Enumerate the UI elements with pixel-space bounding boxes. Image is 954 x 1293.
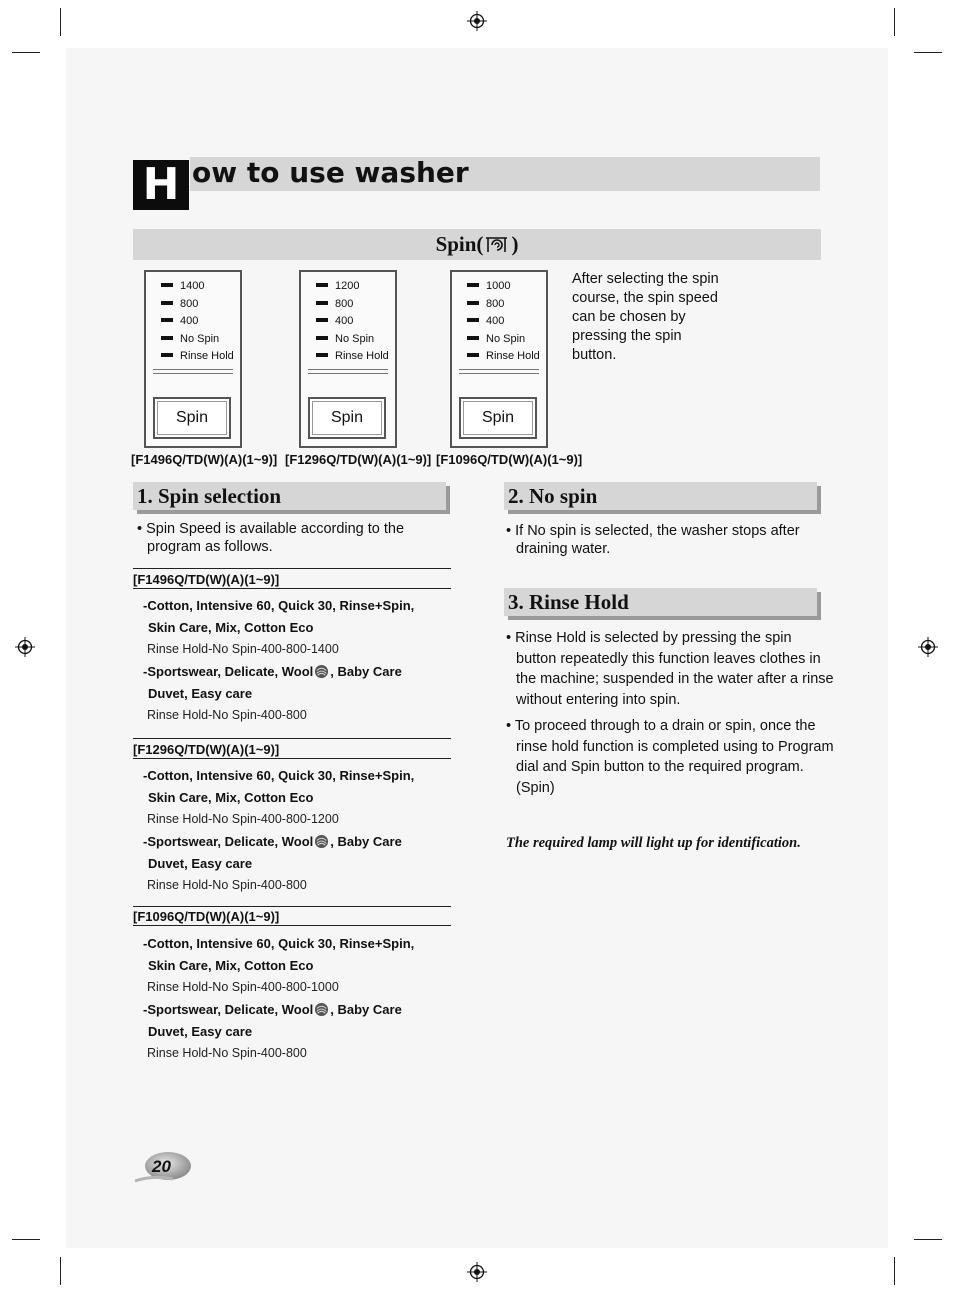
lamp-icon [316,283,328,287]
registration-mark-icon [15,637,35,657]
lamp-icon [316,301,328,305]
program-list-part: , Baby Care [330,834,402,849]
lamp-icon [161,318,173,322]
crop-mark [894,8,895,36]
wool-icon [314,1002,329,1017]
model-heading: [F1296Q/TD(W)(A)(1~9)] [133,741,451,759]
spin-level: 800 [316,296,389,314]
spin-selection-bullet: • Spin Speed is available according to the program as follows. [137,521,405,555]
program-list [143,834,402,850]
page-title: ow to use washer [192,156,469,189]
spin-banner [133,229,821,260]
wool-icon [314,834,329,849]
spin-level: Rinse Hold [316,348,389,366]
spin-level: 1000 [467,278,540,296]
model-heading: [F1496Q/TD(W)(A)(1~9)] [133,571,451,589]
spin-panel-1296 [299,270,397,448]
speed-sequence: Rinse Hold-No Spin-400-800-1200 [147,812,339,826]
program-list: -Cotton, Intensive 60, Quick 30, Rinse+Spin, [143,936,415,951]
spin-banner-label: Spin( [435,232,484,256]
crop-mark [914,1239,942,1240]
program-list: Skin Care, Mix, Cotton Eco [148,620,314,635]
speed-sequence: Rinse Hold-No Spin-400-800 [147,878,307,892]
speed-sequence: Rinse Hold-No Spin-400-800-1000 [147,980,339,994]
lamp-icon [467,353,479,357]
lamp-icon [316,353,328,357]
panel-divider [153,369,233,374]
spin-level: 1200 [316,278,389,296]
program-list: Duvet, Easy care [148,1024,253,1039]
rule-line [133,568,451,569]
no-spin-bullet: • If No spin is selected, the washer stops after draining water. [506,523,800,557]
rinse-hold-bullet-text: • To proceed through to a drain or spin, once the rinse hold function is completed using to Program dial and Spin button to the required program. [506,718,834,775]
spin-level: No Spin [316,331,389,349]
model-caption: [F1496Q/TD(W)(A)(1~9)] [131,452,278,467]
lamp-icon [467,301,479,305]
program-list: Skin Care, Mix, Cotton Eco [148,958,314,973]
rinse-hold-bullet [506,716,834,798]
crop-mark [12,52,40,53]
registration-mark-icon [918,637,938,657]
speed-sequence: Rinse Hold-No Spin-400-800 [147,708,307,722]
program-list-part: -Sportswear, Delicate, Wool [143,1002,314,1017]
program-list-part: , Baby Care [330,1002,402,1017]
spin-level: No Spin [467,331,540,349]
crop-mark [914,52,942,53]
lamp-icon [467,336,479,340]
spin-level: 400 [161,313,234,331]
spin-panel-1096 [450,270,548,448]
spin-button[interactable]: Spin [459,397,537,439]
lamp-icon [316,336,328,340]
crop-mark [60,8,61,36]
spin-level: 800 [161,296,234,314]
program-list-part: -Sportswear, Delicate, Wool [143,664,314,679]
spin-panel-1496 [144,270,242,448]
spin-level: Rinse Hold [467,348,540,366]
program-list-part: -Sportswear, Delicate, Wool [143,834,314,849]
speed-sequence: Rinse Hold-No Spin-400-800-1400 [147,642,339,656]
crop-mark [12,1239,40,1240]
spin-level: 1400 [161,278,234,296]
section-heading-rinse-hold: 3. Rinse Hold [504,588,817,616]
rule-line [133,906,451,907]
spin-intro-text: After selecting the spin course, the spin speed can be chosen by pressing the spin button. [572,271,719,363]
spin-banner-close: ) [511,232,519,256]
registration-mark-icon [467,1262,487,1282]
spin-level: No Spin [161,331,234,349]
lamp-icon [161,336,173,340]
program-list: Duvet, Easy care [148,856,253,871]
spin-button[interactable]: Spin [153,397,231,439]
crop-mark [60,1257,61,1285]
model-heading: [F1096Q/TD(W)(A)(1~9)] [133,908,451,926]
registration-mark-icon [467,11,487,31]
rinse-hold-bullet-extra: (Spin) [516,779,555,796]
crop-mark [894,1257,895,1285]
lamp-icon [467,283,479,287]
rinse-hold-bullet: • Rinse Hold is selected by pressing the spin button repeatedly this function leaves clothes in the machine; suspended in the water after a rinse without entering into spin. [506,630,834,708]
program-list [143,664,402,680]
spin-level: 400 [316,313,389,331]
lamp-icon [467,318,479,322]
section-heading-no-spin: 2. No spin [504,482,817,510]
program-list: Skin Care, Mix, Cotton Eco [148,790,314,805]
spin-level: 800 [467,296,540,314]
spin-button[interactable]: Spin [308,397,386,439]
wool-icon [314,664,329,679]
lamp-icon [316,318,328,322]
page-number: 20 [152,1157,171,1176]
speed-sequence: Rinse Hold-No Spin-400-800 [147,1046,307,1060]
program-list [143,1002,402,1018]
spin-level: 400 [467,313,540,331]
lamp-icon [161,283,173,287]
title-initial: H [133,160,189,210]
program-list: Duvet, Easy care [148,686,253,701]
rule-line [133,738,451,739]
spin-level: Rinse Hold [161,348,234,366]
program-list: -Cotton, Intensive 60, Quick 30, Rinse+Spin, [143,768,415,783]
program-list-part: , Baby Care [330,664,402,679]
spin-icon [483,235,511,255]
lamp-icon [161,301,173,305]
lamp-icon [161,353,173,357]
model-caption: [F1096Q/TD(W)(A)(1~9)] [436,452,583,467]
lamp-note: The required lamp will light up for identification. [506,835,801,851]
section-heading-spin-selection: 1. Spin selection [133,482,446,510]
program-list: -Cotton, Intensive 60, Quick 30, Rinse+Spin, [143,598,415,613]
panel-divider [308,369,388,374]
model-caption: [F1296Q/TD(W)(A)(1~9)] [285,452,432,467]
panel-divider [459,369,539,374]
